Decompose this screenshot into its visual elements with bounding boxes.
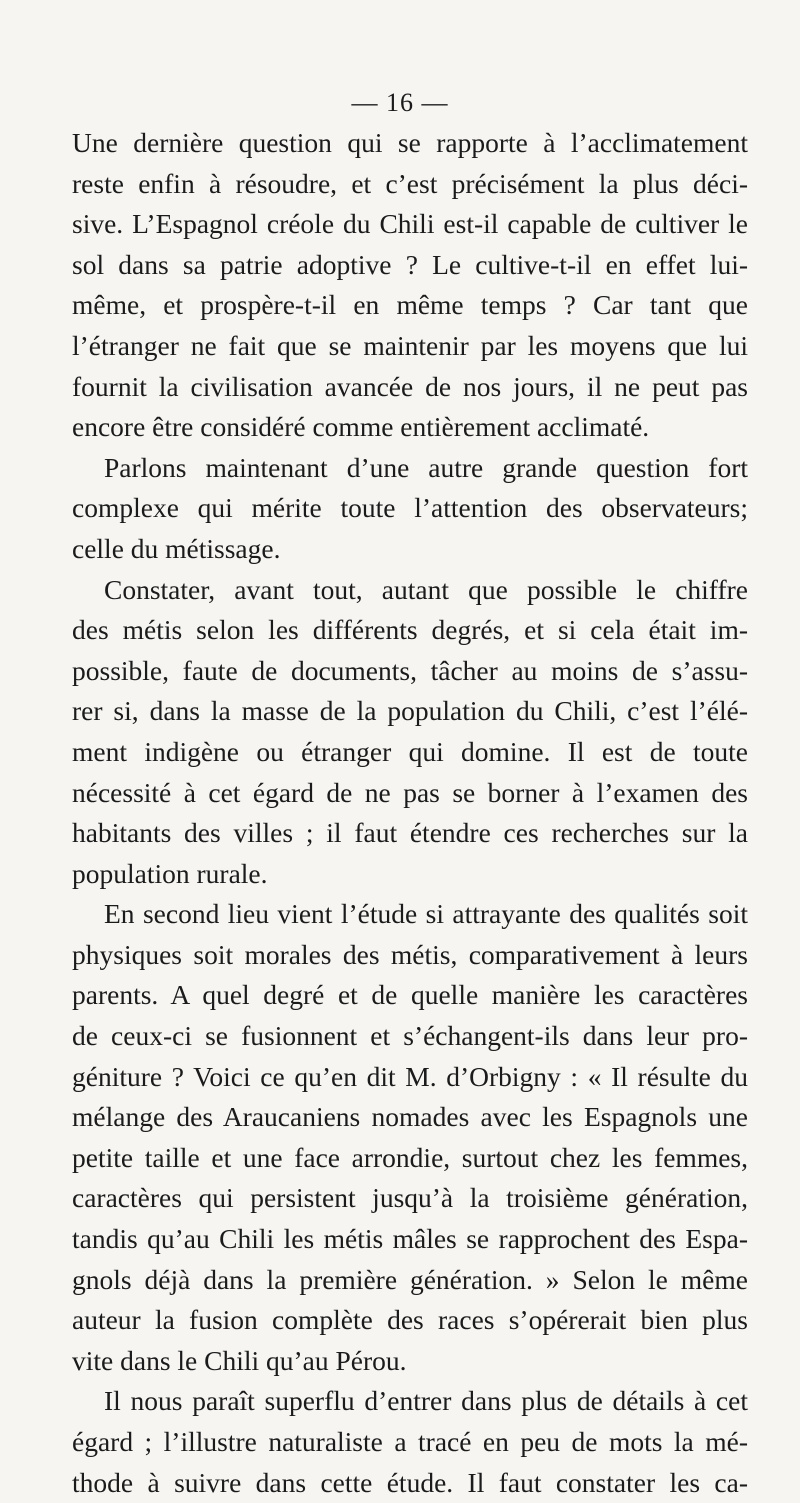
text-line: reste enfin à résoudre, et c’est précisément la plus déci- [72,167,748,199]
text-line: possible, faute de documents, tâcher au moins de s’assu- [72,654,748,686]
text-line: gnols déjà dans la première génération. » Selon le même [72,1263,748,1295]
text-line: habitants des villes ; il faut étendre ces recherches sur la [72,817,748,849]
text-line: Parlons maintenant d’une autre grande question fort [104,451,748,483]
text-line: celle du métissage. [72,532,281,564]
text-line: des métis selon les différents degrés, et si cela était im- [72,614,748,646]
text-line: de ceux-ci se fusionnent et s’échangent-ils dans leur pro- [72,1020,748,1052]
text-line: tandis qu’au Chili les métis mâles se rapprochent des Espa- [72,1223,748,1255]
text-line: géniture ? Voici ce qu’en dit M. d’Orbigny : « Il résulte du [72,1060,748,1092]
text-line: même, et prospère-t-il en même temps ? Car tant que [72,289,748,321]
body-text [72,123,748,1503]
text-line: auteur la fusion complète des races s’opérerait bien plus [72,1304,748,1336]
text-line: caractères qui persistent jusqu’à la troisième génération, [72,1182,748,1214]
text-line: rer si, dans la masse de la population du Chili, c’est l’élé- [72,695,748,727]
text-line: thode à suivre dans cette étude. Il faut constater les ca- [72,1466,748,1498]
page-number: — 16 — [351,88,449,117]
text-line: fournit la civilisation avancée de nos jours, il ne peut pas [72,370,748,402]
text-line: sive. L’Espagnol créole du Chili est-il capable de cultiver le [72,208,748,240]
text-line: vite dans le Chili qu’au Pérou. [72,1344,407,1376]
text-line: population rurale. [72,857,268,889]
text-line: petite taille et une face arrondie, surtout chez les femmes, [72,1141,748,1173]
text-line: l’étranger ne fait que se maintenir par les moyens que lui [72,329,748,361]
text-line: complexe qui mérite toute l’attention des observateurs; [72,492,748,524]
text-line: égard ; l’illustre naturaliste a tracé en peu de mots la mé- [72,1426,748,1457]
text-line: Une dernière question qui se rapporte à l’acclimatement [72,127,748,158]
text-line: physiques soit morales des métis, comparativement à leurs [72,938,748,970]
text-line: parents. A quel degré et de quelle manière les caractères [72,979,748,1011]
text-line: Il nous paraît superflu d’entrer dans plus de détails à cet [104,1385,748,1417]
text-line: nécessité à cet égard de ne pas se borner à l’examen des [72,776,748,808]
text-line: encore être considéré comme entièrement acclimaté. [72,411,650,443]
text-line: mélange des Araucaniens nomades avec les Espagnols une [72,1101,748,1133]
text-line: Constater, avant tout, autant que possible le chiffre [104,573,748,605]
text-line: sol dans sa patrie adoptive ? Le cultive-t-il en effet lui- [72,248,748,280]
text-line: ment indigène ou étranger qui domine. Il est de toute [72,735,748,767]
text-line: En second lieu vient l’étude si attrayante des qualités soit [104,898,748,930]
